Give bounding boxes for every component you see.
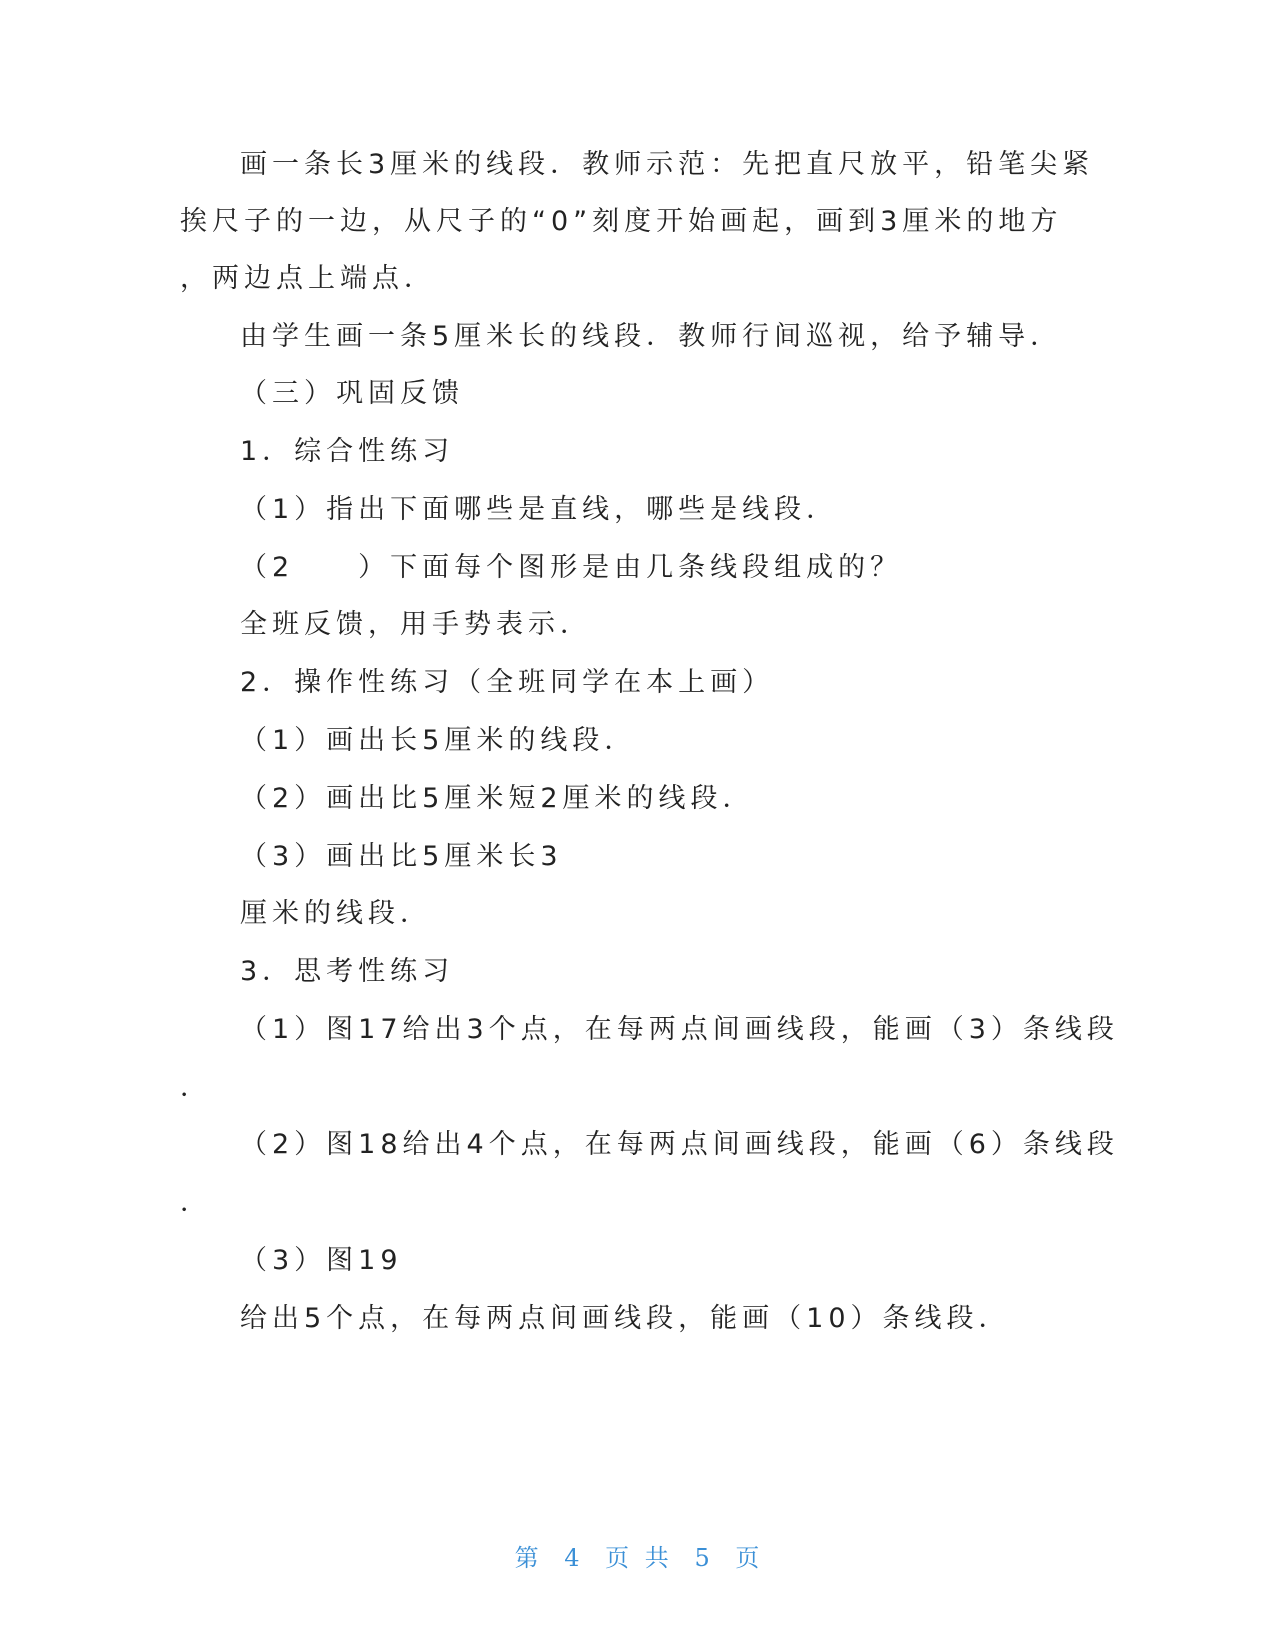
text-line-7: （1）指出下面哪些是直线，哪些是线段． (240, 494, 839, 525)
text-line-8: （2 ）下面每个图形是由几条线段组成的？ (240, 552, 903, 583)
text-line-16: （1）图17给出3个点，在每两点间画线段，能画（3）条线段 (240, 1014, 1119, 1045)
text-line-2: 挨尺子的一边，从尺子的“0”刻度开始画起，画到3厘米的地方 (180, 206, 1063, 237)
text-line-20: （3）图19 (240, 1245, 403, 1276)
footer-current-page: 4 (564, 1544, 581, 1572)
footer-middle: 页 共 (605, 1544, 670, 1572)
text-line-11: （1）画出长5厘米的线段． (240, 725, 637, 756)
text-line-19: ． (180, 1187, 212, 1218)
subheading-1: 1．综合性练习 (240, 436, 455, 467)
text-line-21: 给出5个点，在每两点间画线段，能画（10）条线段． (240, 1303, 1011, 1334)
text-line-9: 全班反馈，用手势表示． (240, 609, 592, 640)
footer-suffix: 页 (735, 1544, 761, 1572)
footer-prefix: 第 (514, 1544, 540, 1572)
text-line-3: ，两边点上端点． (180, 263, 436, 294)
text-line-4: 由学生画一条5厘米长的线段．教师行间巡视，给予辅导． (240, 321, 1063, 352)
text-line-12: （2）画出比5厘米短2厘米的线段． (240, 783, 755, 814)
subheading-2: 2．操作性练习（全班同学在本上画） (240, 667, 775, 698)
text-line-18: （2）图18给出4个点，在每两点间画线段，能画（6）条线段 (240, 1129, 1119, 1160)
text-line-1: 画一条长3厘米的线段．教师示范：先把直尺放平，铅笔尖紧 (240, 149, 1095, 180)
text-line-17: ． (180, 1072, 212, 1103)
text-line-14: 厘米的线段． (240, 898, 432, 929)
footer-total-pages: 5 (694, 1544, 711, 1572)
subheading-3: 3．思考性练习 (240, 956, 455, 987)
page-footer (0, 1538, 1275, 1573)
section-heading-3: （三）巩固反馈 (240, 378, 464, 409)
text-line-13: （3）画出比5厘米长3 (240, 841, 563, 872)
